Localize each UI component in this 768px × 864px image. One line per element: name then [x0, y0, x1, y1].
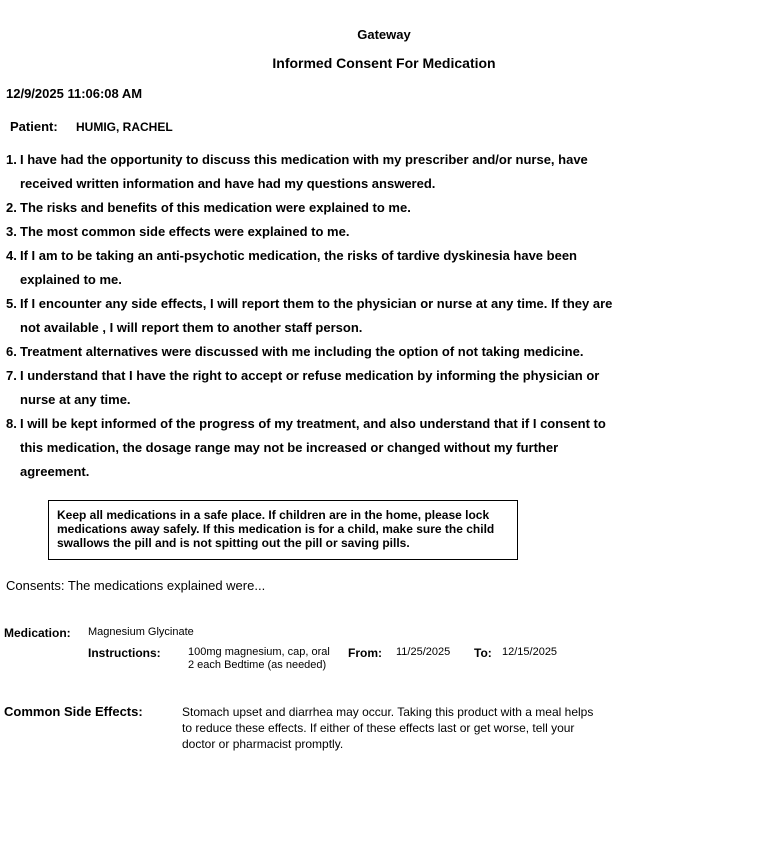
clause-number: 7. [6, 368, 17, 383]
instructions-value: 100mg magnesium, cap, oral 2 each Bedtime (as needed) [188, 646, 330, 671]
consents-statement: Consents: The medications explained were... [6, 578, 266, 593]
clause-number: 3. [6, 224, 17, 239]
instructions-row [88, 646, 768, 672]
clause-number: 1. [6, 152, 17, 167]
clause-text: I have had the opportunity to discuss this medication with my prescriber and/or nurse, have received written information and have had my questions answered. [20, 152, 588, 191]
clause-number: 8. [6, 416, 17, 431]
clause-text: The risks and benefits of this medication were explained to me. [20, 200, 411, 215]
medication-row [4, 626, 768, 640]
medication-section [4, 626, 768, 672]
clause-number: 4. [6, 248, 17, 263]
consent-clause [6, 412, 626, 484]
organization-title: Gateway [357, 27, 411, 42]
consent-clause [6, 244, 626, 292]
consent-clause-list [6, 148, 626, 484]
clause-text: I understand that I have the right to accept or refuse medication by informing the physician or nurse at any time. [20, 368, 600, 407]
clause-number: 6. [6, 344, 17, 359]
clause-text: The most common side effects were explained to me. [20, 224, 350, 239]
to-label: To: [474, 646, 492, 660]
safety-notice-box [48, 500, 518, 560]
side-effects-text: Stomach upset and diarrhea may occur. Taking this product with a meal helps to reduce these effects. If either of these effects last or get worse, tell your doctor or pharmacist promptly. [182, 705, 594, 751]
page-title: Informed Consent For Medication [272, 55, 496, 71]
clause-number: 5. [6, 296, 17, 311]
consent-clause [6, 220, 626, 244]
consent-clause [6, 148, 626, 196]
medication-name: Magnesium Glycinate [88, 626, 194, 638]
patient-row [10, 119, 768, 134]
to-date: 12/15/2025 [502, 646, 558, 658]
clause-text: If I am to be taking an anti-psychotic medication, the risks of tardive dyskinesia have been explained to me. [20, 248, 577, 287]
patient-name: HUMIG, RACHEL [76, 120, 173, 134]
consent-clause [6, 292, 626, 340]
medication-label: Medication: [4, 626, 71, 640]
clause-text: If I encounter any side effects, I will report them to the physician or nurse at any time. If they are not available , I will report them to another staff person. [20, 296, 613, 335]
side-effects-label: Common Side Effects: [4, 704, 143, 719]
from-date: 11/25/2025 [396, 646, 451, 658]
consent-clause [6, 340, 626, 364]
from-label: From: [348, 646, 382, 660]
document-timestamp: 12/9/2025 11:06:08 AM [6, 86, 143, 101]
consent-clause [6, 364, 626, 412]
clause-number: 2. [6, 200, 17, 215]
document-header [0, 0, 768, 72]
side-effects-section [4, 704, 768, 752]
safety-notice-text: Keep all medications in a safe place. If children are in the home, please lock medications away safely. If this medication is for a child, make sure the child swallows the pill and is not spitting out the pill or saving pills. [57, 508, 495, 550]
consent-clause [6, 196, 626, 220]
instructions-label: Instructions: [88, 646, 161, 660]
clause-text: Treatment alternatives were discussed with me including the option of not taking medicine. [20, 344, 584, 359]
patient-label: Patient: [10, 119, 58, 134]
clause-text: I will be kept informed of the progress of my treatment, and also understand that if I consent to this medication, the dosage range may not be increased or changed without my further agreement. [20, 416, 606, 479]
